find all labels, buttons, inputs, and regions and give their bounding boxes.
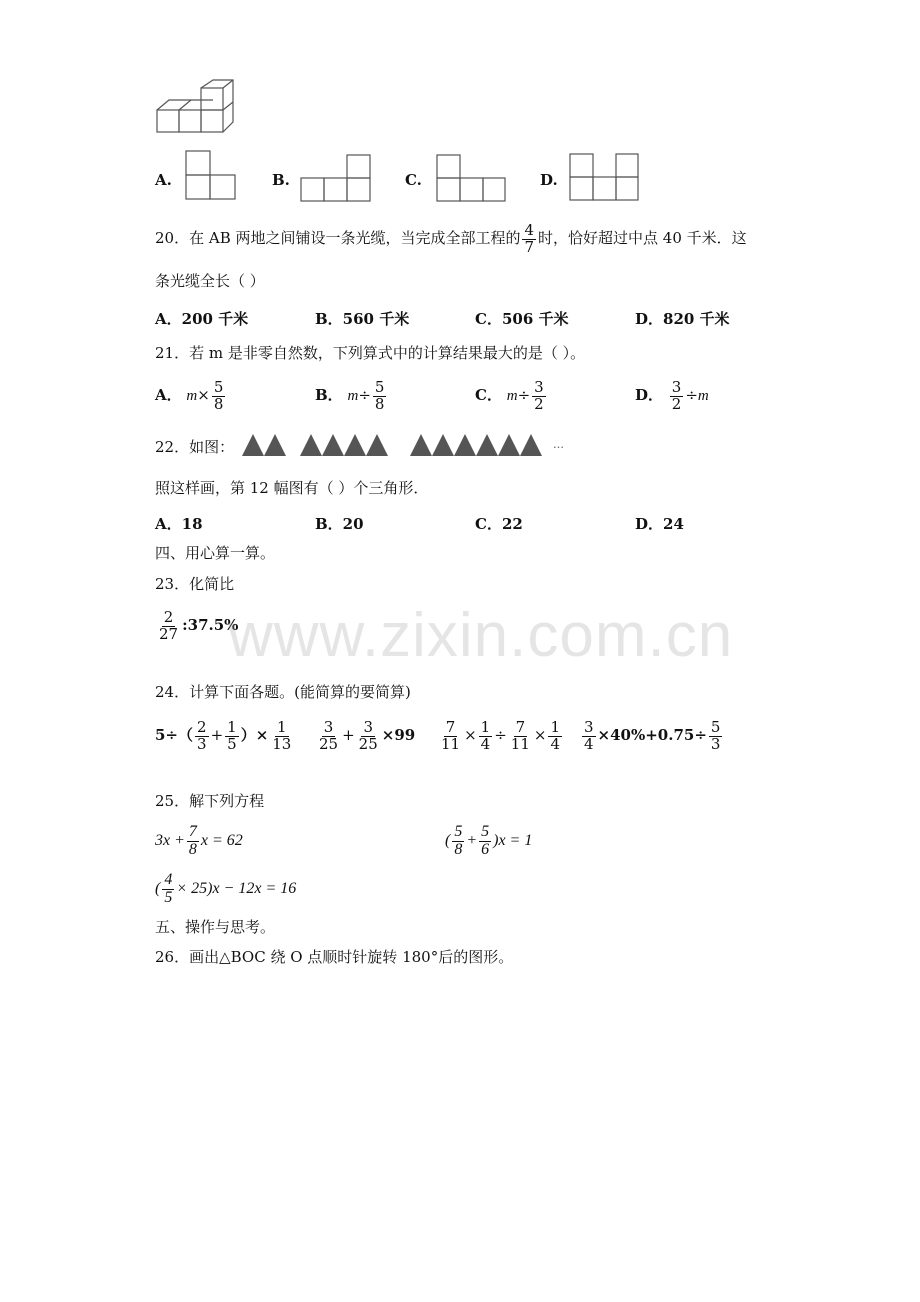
q24-e1-f3n: 1 bbox=[277, 717, 287, 736]
q21-a-label: A． bbox=[155, 386, 182, 404]
q25-equation-2 bbox=[445, 818, 532, 864]
q25-eq2-f1d: 8 bbox=[454, 840, 463, 858]
q20-frac-denominator: 7 bbox=[524, 237, 535, 256]
q20-option-d: D．820 千米 bbox=[635, 310, 730, 328]
q24-e3-op3: × bbox=[533, 726, 547, 744]
watermark-text: www.zixin.com.cn bbox=[228, 601, 734, 670]
q24-e4-b: ×40%+0.75÷ bbox=[597, 726, 707, 744]
q24-e3-f1d: 11 bbox=[441, 734, 461, 753]
q20-option-c: C．506 千米 bbox=[475, 310, 569, 328]
q19-option-b-label: B. bbox=[272, 171, 290, 189]
q22-option-b: B．20 bbox=[315, 515, 364, 533]
q24-e3-f1 bbox=[439, 717, 462, 753]
q25-eq3-b: × 25)x − 12x = 16 bbox=[176, 880, 297, 897]
q24-e2-f2d: 25 bbox=[358, 734, 378, 753]
q24-e1-f2 bbox=[225, 717, 239, 753]
q24-e2-f2n: 3 bbox=[363, 717, 373, 736]
q24-e2-f1 bbox=[317, 717, 340, 753]
q23-den: 27 bbox=[159, 624, 179, 643]
q24-e4-f1d: 4 bbox=[584, 734, 594, 753]
q23-ratio-rest: :37.5% bbox=[182, 616, 239, 634]
q24-e1-f2n: 1 bbox=[227, 717, 237, 736]
q25-eq2-f2 bbox=[479, 824, 491, 859]
q21-b-num: 5 bbox=[374, 377, 385, 396]
q19-option-a-label: A. bbox=[155, 171, 172, 189]
q21-d-label: D． bbox=[635, 386, 664, 404]
option-d-view-figure bbox=[568, 152, 640, 202]
q24-e3-f2 bbox=[479, 717, 493, 753]
q21-b-den: 8 bbox=[374, 394, 385, 413]
option-c-view-figure bbox=[435, 153, 507, 203]
q24-e3-f4d: 4 bbox=[550, 734, 561, 753]
q25-eq2-a: ( bbox=[445, 832, 451, 849]
q24-e4-f2d: 3 bbox=[710, 734, 721, 753]
q23-stem: 23．化简比 bbox=[155, 575, 235, 593]
q21-b-label: B． bbox=[315, 386, 343, 404]
section-5-heading: 五、操作与思考。 bbox=[155, 918, 276, 936]
q21-c-op: ÷ bbox=[517, 386, 531, 404]
q24-e2-op1: + bbox=[342, 726, 355, 744]
q24-e1-f3 bbox=[270, 717, 293, 753]
q20-text-a: 20．在 AB 两地之间铺设一条光缆，当完成全部工程的 bbox=[155, 229, 521, 247]
q24-e2-f2 bbox=[357, 717, 380, 753]
q21-c-var: m bbox=[506, 388, 518, 404]
q21-d-num: 3 bbox=[671, 377, 682, 396]
q24-e1-f1d: 3 bbox=[197, 734, 207, 753]
q22-option-a: A．18 bbox=[155, 515, 203, 533]
q24-e2-f1d: 25 bbox=[319, 734, 339, 753]
q20-text-b: 时，恰好超过中点 40 千米．这 bbox=[538, 229, 747, 247]
q21-a-var: m bbox=[186, 388, 198, 404]
q25-eq3-den: 5 bbox=[164, 888, 173, 906]
q24-e1-f1 bbox=[195, 717, 209, 753]
option-b-view-figure bbox=[300, 153, 372, 203]
q24-e3-f2n: 1 bbox=[480, 717, 491, 736]
q20-option-a: A．200 千米 bbox=[155, 310, 249, 328]
q25-eq3-a: ( bbox=[155, 880, 161, 897]
q24-e4-f1 bbox=[582, 717, 596, 753]
q24-e3-op2: ÷ bbox=[494, 726, 507, 744]
q25-eq2-f2d: 6 bbox=[481, 840, 490, 858]
q20-stem-line1 bbox=[155, 216, 747, 260]
q21-b-fraction bbox=[373, 377, 387, 413]
q21-option-d bbox=[635, 375, 709, 416]
q24-e3-f4n: 1 bbox=[550, 717, 561, 736]
q21-b-op: ÷ bbox=[358, 386, 371, 404]
option-a-view-figure bbox=[185, 150, 237, 202]
q24-stem: 24．计算下面各题。(能简算的要简算) bbox=[155, 683, 411, 701]
q24-e2-f1n: 3 bbox=[323, 717, 334, 736]
section-4-heading: 四、用心算一算。 bbox=[155, 544, 276, 562]
q25-equation-3 bbox=[155, 866, 296, 912]
q20-option-b: B．560 千米 bbox=[315, 310, 410, 328]
q20-frac-numerator: 4 bbox=[524, 220, 535, 239]
q24-e3-f1n: 7 bbox=[445, 717, 456, 736]
q21-a-den: 8 bbox=[213, 394, 224, 413]
q24-e3-f2d: 4 bbox=[480, 734, 491, 753]
q25-eq1-a: 3x + bbox=[155, 832, 185, 849]
q26-stem: 26．画出△BOC 绕 O 点顺时针旋转 180°后的图形。 bbox=[155, 948, 514, 966]
q24-e1-f2d: 5 bbox=[227, 734, 237, 753]
q24-expr-4 bbox=[580, 712, 724, 758]
q21-c-fraction bbox=[532, 377, 546, 413]
q21-c-den: 2 bbox=[534, 394, 544, 413]
q25-eq2-f1 bbox=[452, 824, 464, 859]
q25-stem: 25．解下列方程 bbox=[155, 792, 265, 810]
q21-b-var: m bbox=[347, 388, 359, 404]
q22-option-c: C．22 bbox=[475, 515, 523, 533]
q24-e3-f3 bbox=[509, 717, 532, 753]
q21-option-a bbox=[155, 375, 227, 416]
q24-e1-op1: + bbox=[210, 726, 224, 744]
q21-option-b bbox=[315, 375, 388, 416]
q24-expr-1 bbox=[155, 712, 295, 758]
q24-e1-f1n: 2 bbox=[197, 717, 207, 736]
q24-e1-f3d: 13 bbox=[272, 734, 292, 753]
q23-expression bbox=[155, 603, 238, 647]
q24-e2-b: ×99 bbox=[381, 726, 416, 744]
q21-c-num: 3 bbox=[534, 377, 544, 396]
q25-eq1-fraction bbox=[187, 824, 199, 859]
cube-solid-figure bbox=[155, 78, 235, 136]
q24-e1-b: ）× bbox=[240, 726, 269, 744]
q25-eq2-f2n: 5 bbox=[481, 823, 490, 841]
q25-eq2-b: )x = 1 bbox=[493, 832, 533, 849]
q24-expr-2 bbox=[315, 712, 415, 758]
q25-eq2-op: + bbox=[466, 832, 478, 849]
q25-eq1-num: 7 bbox=[188, 823, 197, 841]
q21-a-fraction bbox=[212, 377, 226, 413]
q19-option-c-label: C. bbox=[405, 171, 422, 189]
q21-option-c bbox=[475, 375, 548, 416]
triangle-pattern-figure bbox=[240, 430, 570, 458]
q25-eq3-num: 4 bbox=[164, 871, 173, 889]
q24-e3-f3d: 11 bbox=[510, 734, 530, 753]
q21-a-op: × bbox=[197, 386, 210, 404]
q21-a-num: 5 bbox=[213, 377, 224, 396]
q21-stem: 21．若 m 是非零自然数，下列算式中的计算结果最大的是（ ）。 bbox=[155, 344, 586, 362]
q20-stem-line2: 条光缆全长（ ） bbox=[155, 272, 265, 290]
q25-equation-1 bbox=[155, 818, 243, 864]
q25-eq2-f1n: 5 bbox=[454, 823, 463, 841]
q24-e3-f4 bbox=[548, 717, 562, 753]
q23-fraction bbox=[157, 607, 180, 643]
q24-e3-f3n: 7 bbox=[515, 717, 526, 736]
q25-eq1-b: x = 62 bbox=[200, 832, 243, 849]
q22-ellipsis: … bbox=[553, 438, 564, 451]
q21-d-fraction bbox=[670, 377, 684, 413]
q21-c-label: C． bbox=[475, 386, 502, 404]
q25-eq3-fraction bbox=[162, 872, 174, 907]
q24-e4-f2 bbox=[709, 717, 723, 753]
q21-d-den: 2 bbox=[671, 394, 682, 413]
q24-e3-op1: × bbox=[464, 726, 477, 744]
q24-expr-3 bbox=[437, 712, 564, 758]
q21-d-op: ÷ bbox=[685, 386, 698, 404]
q25-eq1-den: 8 bbox=[188, 840, 197, 858]
q21-d-var: m bbox=[697, 388, 709, 404]
q22-stem: 22．如图： bbox=[155, 438, 235, 456]
q24-e4-f2n: 5 bbox=[710, 717, 721, 736]
q22-line2: 照这样画，第 12 幅图有（ ）个三角形． bbox=[155, 479, 429, 497]
q20-fraction bbox=[522, 220, 536, 256]
q23-num: 2 bbox=[163, 607, 174, 626]
q19-option-d-label: D. bbox=[540, 171, 558, 189]
q24-e4-f1n: 3 bbox=[584, 717, 594, 736]
q22-option-d: D．24 bbox=[635, 515, 684, 533]
q24-e1-a: 5÷（ bbox=[155, 726, 194, 744]
